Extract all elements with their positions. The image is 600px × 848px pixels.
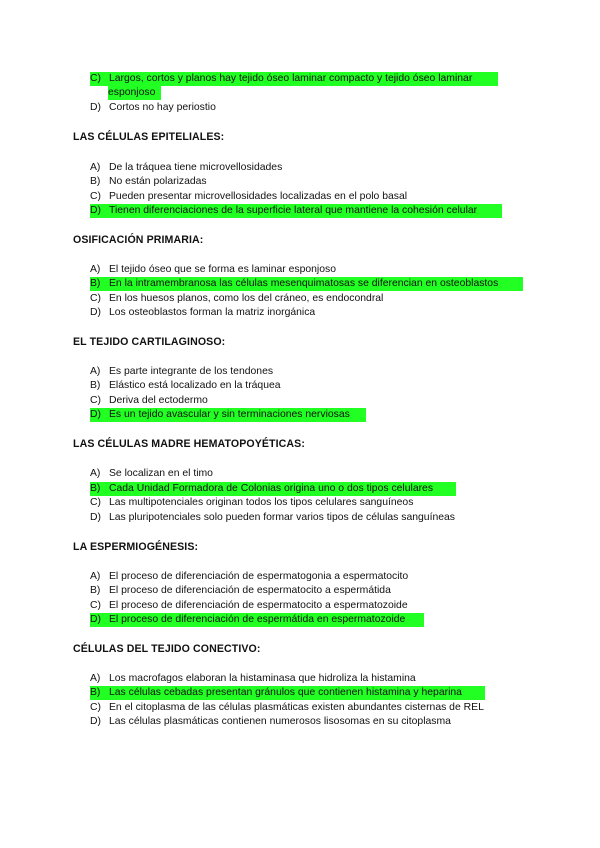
q6-option-b-correct: B) Las células cebadas presentan gránulos que contienen histamina y heparina xyxy=(90,686,485,700)
question-title-epiteliales: LAS CÉLULAS EPITELIALES: xyxy=(73,131,225,143)
q2-option-b-correct: B) En la intramembranosa las células mesenquimatosas se diferencian en osteoblastos xyxy=(90,277,523,291)
q5-option-d-correct: D) El proceso de diferenciación de espermátida en espermatozoide xyxy=(90,613,424,627)
q1-option-d-correct: D) Tienen diferenciaciones de la superficie lateral que mantiene la cohesión celular xyxy=(90,204,502,218)
q4-option-b-correct: B) Cada Unidad Formadora de Colonias origina uno o dos tipos celulares xyxy=(90,482,456,496)
question-title-espermiogenesis: LA ESPERMIOGÉNESIS: xyxy=(73,541,199,553)
question-title-hematopoyeticas: LAS CÉLULAS MADRE HEMATOPOYÉTICAS: xyxy=(73,438,305,450)
question-title-tejido-conectivo: CÉLULAS DEL TEJIDO CONECTIVO: xyxy=(73,643,261,655)
question-title-osificacion: OSIFICACIÓN PRIMARIA: xyxy=(73,234,204,246)
question-title-cartilaginoso: EL TEJIDO CARTILAGINOSO: xyxy=(73,336,226,348)
q0-option-c xyxy=(90,72,498,86)
q3-option-d-correct: D) Es un tejido avascular y sin terminaciones nerviosas xyxy=(90,408,366,422)
option-text: Largos, cortos y planos hay tejido óseo laminar compacto y tejido óseo laminar xyxy=(109,73,473,84)
option-letter: C) xyxy=(90,73,101,84)
q0-option-c-continuation: esponjoso xyxy=(108,86,161,100)
document-page: C) Largos, cortos y planos hay tejido óseo laminar compacto y tejido óseo laminar esponjoso D) Cortos no hay periostio LAS CÉLULAS EPITELIALES: A) De la tráquea tiene microvellosidades B) No están polarizadas C) Pueden presentar microvellosidades localizadas en el polo basal D) Tienen diferenciaciones de la superficie lateral que mantiene la cohesión celular OSIFICACIÓN PRIMARIA: A) El tejido óseo que se forma es laminar esponjoso B) En la intramembranosa las células mesenquimatosas se diferencian en osteoblastos C) En los huesos planos, como los del cráneo, es endocondral D) Los osteoblastos forman la matriz inorgánica EL TEJIDO CARTILAGINOSO: A) Es parte integrante de los tendones B) Elástico está localizado en la tráquea C) Deriva del ectodermo D) Es un tejido avascular y sin terminaciones nerviosas LAS CÉLULAS MADRE HEMATOPOYÉTICAS: A) Se localizan en el timo B) Cada Unidad Formadora de Colonias origina uno o dos tipos celulares C) Las multipotenciales originan todos los tipos celulares sanguíneos D) Las pluripotenciales solo pueden formar varios tipos de células sanguíneas LA ESPERMIOGÉNESIS: A) El proceso de diferenciación de espermatogonia a espermatocito B) El proceso de diferenciación de espermatocito a espermátida C) El proceso de diferenciación de espermatocito a espermatozoide D) El proceso de diferenciación de espermátida en espermatozoide CÉLULAS DEL TEJIDO CONECTIVO: A) Los macrofagos elaboran la histaminasa que hidroliza la histamina B) Las células cebadas presentan gránulos que contienen histamina y heparina C) En el citoplasma de las células plasmáticas existen abundantes cisternas de REL D) Las células plasmáticas contienen numerosos lisosomas en su citoplasma xyxy=(0,0,600,848)
